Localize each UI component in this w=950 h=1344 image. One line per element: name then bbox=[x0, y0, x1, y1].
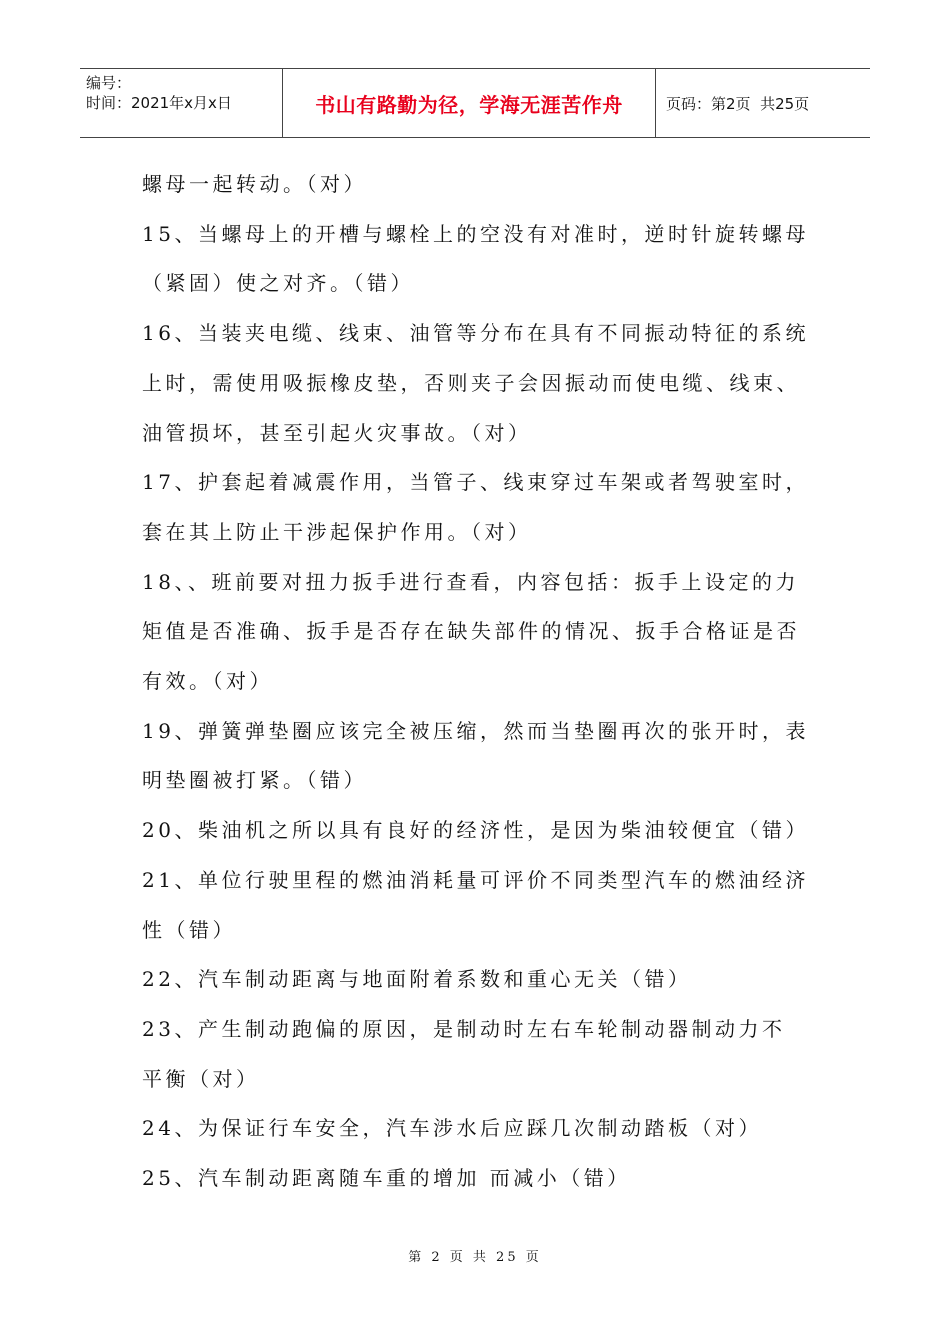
paragraph: 22、汽车制动距离与地面附着系数和重心无关（错） bbox=[142, 967, 692, 992]
paragraph: 23、产生制动跑偏的原因，是制动时左右车轮制动器制动力不 平衡（对） bbox=[142, 1016, 786, 1091]
header-motto-cell bbox=[283, 69, 656, 137]
paragraph: 24、为保证行车安全，汽车涉水后应踩几次制动踏板（对） bbox=[142, 1116, 762, 1141]
document-number-label: 编号： bbox=[86, 74, 132, 92]
paragraph: 16、当装夹电缆、线束、油管等分布在具有不同振动特征的系统上时，需使用吸振橡皮垫，否则夹子会因振动而使电缆、线束、油管损坏，甚至引起火灾事故。（对） bbox=[142, 321, 809, 445]
page-header bbox=[80, 68, 870, 138]
paragraph: 螺母一起转动。（对） bbox=[142, 172, 367, 196]
paragraph: 15、当螺母上的开槽与螺栓上的空没有对准时，逆时针旋转螺母（紧固）使之对齐。（错） bbox=[142, 221, 809, 296]
document-body bbox=[142, 160, 812, 1204]
paragraph: 19、弹簧弹垫圈应该完全被压缩，然而当垫圈再次的张开时，表明垫圈被打紧。（错） bbox=[142, 718, 809, 793]
header-motto: 书山有路勤为径，学海无涯苦作舟 bbox=[315, 92, 623, 117]
paragraph: 25、汽车制动距离随车重的增加 而减小（错） bbox=[142, 1166, 631, 1191]
page-footer: 第 2 页 共 25 页 bbox=[408, 1250, 542, 1265]
paragraph: 18、、班前要对扭力扳手进行查看，内容包括：扳手上设定的力矩值是否准确、扳手是否存在缺失部件的情况、扳手合格证是否有效。（对） bbox=[142, 569, 800, 694]
paragraph: 17、护套起着减震作用，当管子、线束穿过车架或者驾驶室时，套在其上防止干涉起保护作用。（对） bbox=[142, 470, 809, 544]
document-date: 时间：2021年x月x日 bbox=[86, 94, 232, 112]
header-page-info: 页码：第2页 共25页 bbox=[666, 94, 810, 113]
header-meta bbox=[80, 69, 283, 137]
paragraph: 20、柴油机之所以具有良好的经济性，是因为柴油较便宜（错） bbox=[142, 818, 809, 843]
paragraph: 21、单位行驶里程的燃油消耗量可评价不同类型汽车的燃油经济性（错） bbox=[142, 867, 809, 942]
